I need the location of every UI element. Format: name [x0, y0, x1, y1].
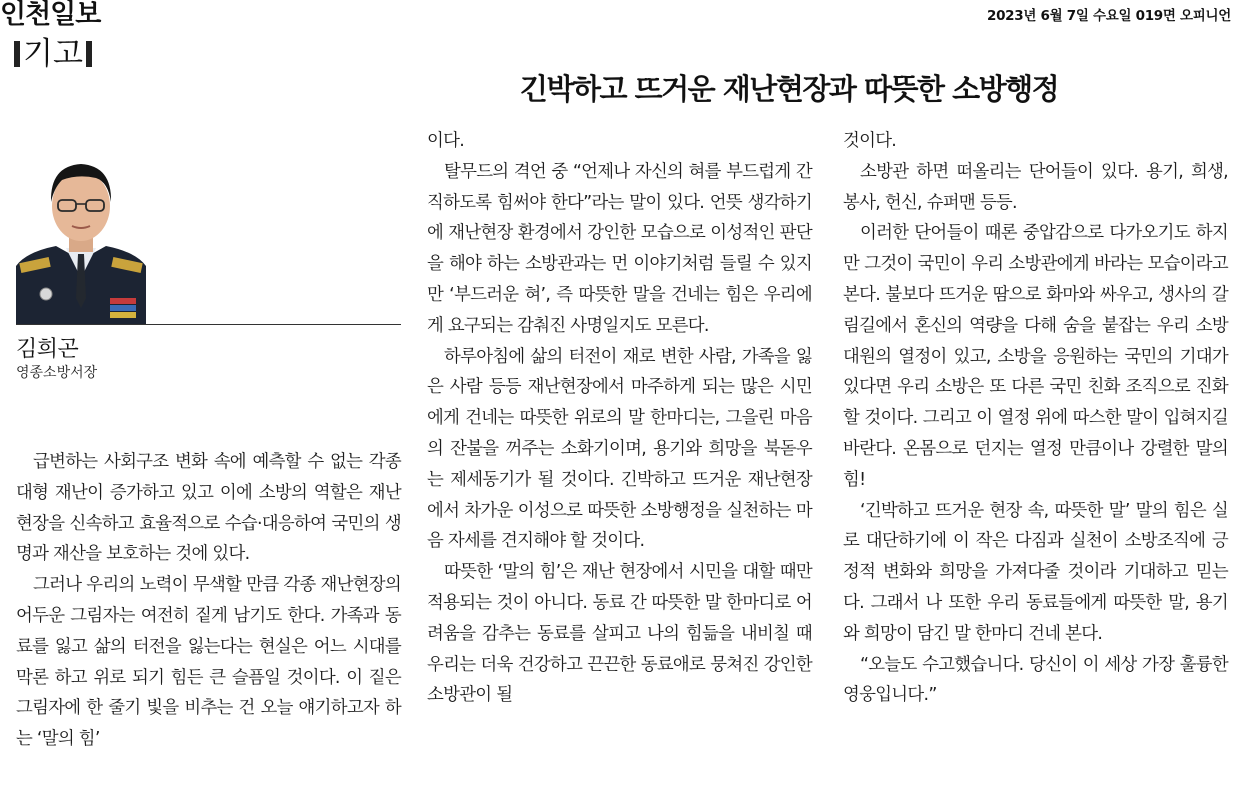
dateline: 2023년 6월 7일 수요일 019면 오피니언	[987, 8, 1231, 24]
article-column-1	[16, 447, 401, 755]
section-tag	[14, 36, 92, 72]
article-paragraph: 것이다.	[843, 131, 897, 151]
article-paragraph: 소방관 하면 떠올리는 단어들이 있다. 용기, 희생, 봉사, 헌신, 슈퍼맨 등등.	[843, 161, 1228, 213]
article-column-3	[843, 126, 1228, 711]
author-portrait	[16, 148, 146, 324]
article-paragraph: “오늘도 수고했습니다. 당신이 이 세상 가장 훌륭한 영웅입니다.”	[843, 654, 1228, 706]
article-paragraph: 그러나 우리의 노력이 무색할 만큼 각종 재난현장의 어두운 그림자는 여전히 짙게 남기도 한다. 가족과 동료를 잃고 삶의 터전을 잃는다는 현실은 어느 시대를 막론 하고 위로 되기 힘든 큰 슬픔일 것이다. 이 짙은 그림자에 한 줄기 빛을 비추는 건 오늘 얘기하고자 하는 ‘말의 힘’	[16, 575, 401, 750]
article-column-2	[427, 126, 812, 711]
section-tag-bar-left	[14, 41, 20, 67]
article-paragraph: 따뜻한 ‘말의 힘’은 재난 현장에서 시민을 대할 때만 적용되는 것이 아니다. 동료 간 따뜻한 말 한마디로 어려움을 감추는 동료를 살피고 나의 힘듦을 내비칠 때 우리는 더욱 건강하고 끈끈한 동료애로 뭉쳐진 강인한 소방관이 될	[427, 562, 812, 706]
byline-rule	[16, 324, 401, 325]
author-title: 영종소방서장	[16, 365, 98, 381]
article-paragraph: 탈무드의 격언 중 “언제나 자신의 혀를 부드럽게 간직하도록 힘써야 한다”라는 말이 있다. 언뜻 생각하기에 재난현장 환경에서 강인한 모습으로 이성적인 판단을 해야 하는 소방관과는 먼 이야기처럼 들릴 수 있지만 ‘부드러운 혀’, 즉 따뜻한 말을 건네는 힘은 우리에게 요구되는 감춰진 사명일지도 모른다.	[427, 161, 812, 336]
section-tag-label: 기고	[23, 36, 83, 72]
article-paragraph: 급변하는 사회구조 변화 속에 예측할 수 없는 각종 대형 재난이 증가하고 있고 이에 소방의 역할은 재난현장을 신속하고 효율적으로 수습·대응하여 국민의 생명과 재산을 보호하는 것에 있다.	[16, 452, 401, 565]
section-tag-bar-right	[86, 41, 92, 67]
article-paragraph: 하루아침에 삶의 터전이 재로 변한 사람, 가족을 잃은 사람 등등 재난현장에서 마주하게 되는 많은 시민에게 건네는 따뜻한 위로의 말 한마디는, 그을린 마음의 잔불을 꺼주는 소화기이며, 용기와 희망을 북돋우는 제세동기가 될 것이다. 긴박하고 뜨거운 재난현장에서 차가운 이성으로 따뜻한 소방행정을 실천하는 마음 자세를 견지해야 할 것이다.	[427, 346, 812, 552]
newspaper-masthead: 인천일보	[0, 0, 101, 30]
headline: 긴박하고 뜨거운 재난현장과 따뜻한 소방행정	[520, 72, 1059, 107]
article-paragraph: 이러한 단어들이 때론 중압감으로 다가오기도 하지만 그것이 국민이 우리 소방관에게 바라는 모습이라고 본다. 불보다 뜨거운 땀으로 화마와 싸우고, 생사의 갈림길에서 혼신의 역량을 다해 숨을 붙잡는 우리 소방대원의 열정이 있고, 소방을 응원하는 국민의 기대가 있다면 우리 소방은 또 다른 국민 친화 조직으로 진화할 것이다. 그리고 이 열정 위에 따스한 말이 입혀지길 바란다. 온몸으로 던지는 열정 만큼이나 강렬한 말의 힘!	[843, 223, 1228, 490]
article-paragraph: ‘긴박하고 뜨거운 현장 속, 따뜻한 말’ 말의 힘은 실로 대단하기에 이 작은 다짐과 실천이 소방조직에 긍정적 변화와 희망을 가져다줄 것이라 기대하고 믿는다. 그래서 나 또한 우리 동료들에게 따뜻한 말, 용기와 희망이 담긴 말 한마디 건네 본다.	[843, 500, 1228, 644]
author-name: 김희곤	[16, 337, 79, 362]
article-paragraph: 이다.	[427, 131, 465, 151]
